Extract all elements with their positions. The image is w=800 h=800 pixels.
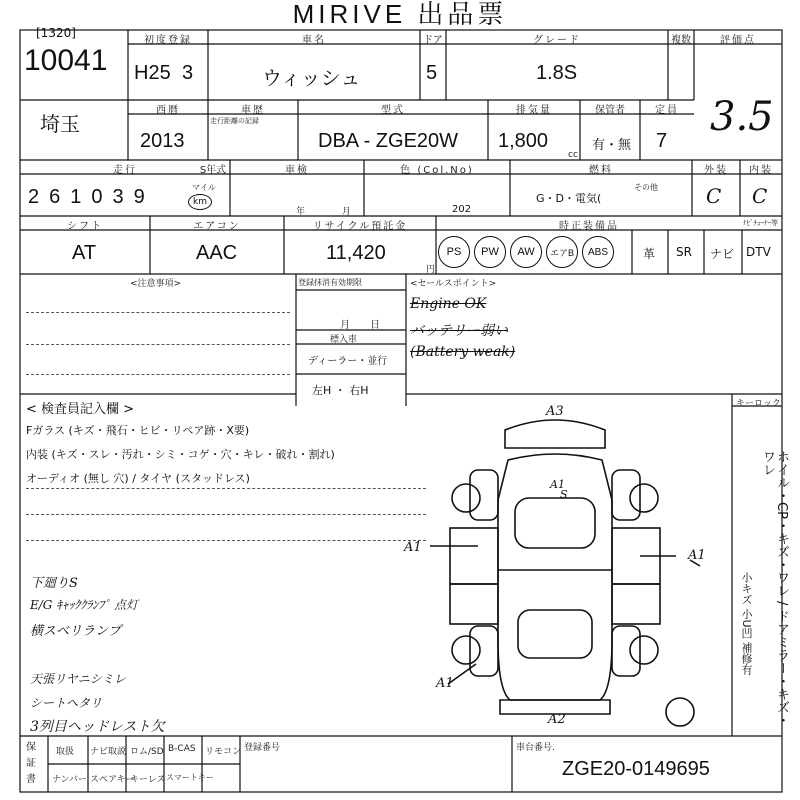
header-nav-tuner: ﾅﾋﾞﾁｭｰﾅｰ等 xyxy=(743,219,778,227)
bottom-label: スペアキー xyxy=(90,775,135,785)
seats: 7 xyxy=(656,130,668,152)
header-recycle: リサイクル預託金 xyxy=(312,221,408,232)
mileage-unit-mile: マイル xyxy=(192,183,216,192)
diagram-mark: A3 xyxy=(546,404,564,419)
warranty-char: 書 xyxy=(26,774,36,785)
hand-note: 下廻りS xyxy=(30,576,78,591)
diagram-mark: A1 xyxy=(404,540,422,555)
header-car-name: 車名 xyxy=(302,35,326,46)
equipment-sunroof: SR xyxy=(676,245,692,259)
yen-unit: 円 xyxy=(426,265,436,275)
equipment-circles xyxy=(438,236,614,268)
color-number: 202 xyxy=(452,204,472,215)
bottom-label: スマートキー xyxy=(166,773,214,782)
bottom-label: ナンバー xyxy=(52,775,87,785)
keylock-label: キーロック xyxy=(736,399,781,409)
diagram-mark: A1 xyxy=(436,676,454,691)
legend-repaired: 補修有 xyxy=(740,642,753,676)
header-first-reg: 初度登録 xyxy=(144,35,192,46)
reg-expiry-header: 登録抹消有効期限 xyxy=(298,278,362,287)
sales-point: バッテリー弱い xyxy=(410,323,508,339)
inspector-header: < 検査員記入欄 > xyxy=(26,402,135,417)
inspector-line: オーディオ (無し 穴) / タイヤ (スタッドレス) xyxy=(26,472,250,485)
equipment-ps: PS xyxy=(438,236,470,268)
air-conditioner: AAC xyxy=(196,242,238,264)
region: 埼玉 xyxy=(40,112,80,136)
grade: 1.8S xyxy=(536,62,578,84)
bottom-label: キーレス xyxy=(130,775,166,785)
header-equipment: 時正装備品 xyxy=(559,221,619,232)
legend-small-dent: 小U凹 xyxy=(740,608,753,639)
form-title: MIRIVE 出品票 xyxy=(292,0,508,29)
key-label: 標入車 xyxy=(330,335,358,345)
mileage-digit: 0 xyxy=(91,186,103,208)
header-western: 西暦 xyxy=(156,105,180,116)
diagram-mark: A2 xyxy=(548,712,566,727)
bottom-label: 取扱 xyxy=(56,747,75,757)
equipment-navi: ナビ xyxy=(710,247,735,261)
header-exterior: 外装 xyxy=(704,165,728,176)
diagram-mark: A1 xyxy=(550,478,565,491)
owner: 有・無 xyxy=(592,138,632,153)
displacement: 1,800 xyxy=(498,130,549,152)
side-legend: ホイル・CP・キズ・ワレ / ドアミラー・キズ・ワレ xyxy=(760,450,789,727)
equipment-pw: PW xyxy=(474,236,506,268)
month: 3 xyxy=(182,62,194,84)
era: H25 xyxy=(134,62,171,84)
header-inspection: 車検 xyxy=(285,165,309,176)
header-mileage: 走行 xyxy=(113,165,137,176)
mileage-digit: 2 xyxy=(28,186,40,208)
bottom-label: ナビ取説 xyxy=(90,747,127,757)
notes-line xyxy=(26,344,290,345)
recycle-fee: 11,420 xyxy=(326,242,386,264)
hand-note: 天張リヤニシミレ xyxy=(30,672,126,686)
equipment-abs: ABS xyxy=(582,236,614,268)
dealer-parallel: ディーラー・並行 xyxy=(308,356,388,367)
lot-number: 10041 xyxy=(24,44,108,77)
exterior-grade: C xyxy=(706,184,722,208)
interior-grade: C xyxy=(752,184,768,208)
inspector-line: Fガラス (キズ・飛石・ヒビ・リペア跡・X要) xyxy=(26,424,250,437)
inspector-rule xyxy=(26,488,426,489)
mileage-unit-km: km xyxy=(188,194,212,210)
inspector-rule xyxy=(26,514,426,515)
reg-number-label: 登録番号 xyxy=(244,743,281,753)
header-s-year: S年式 xyxy=(199,165,227,176)
model: DBA - ZGE20W xyxy=(318,130,459,152)
fuel-type: G・D・電気( xyxy=(536,192,602,205)
warranty-char: 証 xyxy=(26,758,36,769)
doors: 5 xyxy=(426,62,438,84)
chassis-label: 車台番号. xyxy=(516,743,555,753)
inspector-rule xyxy=(26,540,426,541)
header-owner: 保管者 xyxy=(595,105,625,116)
header-interior: 内装 xyxy=(749,165,773,176)
equipment-dtv: DTV xyxy=(746,245,771,259)
header-ac: エアコン xyxy=(193,221,241,232)
mileage-digit: 9 xyxy=(133,186,145,208)
notes-header: <注意事項> xyxy=(130,279,182,289)
header-grade: グレード xyxy=(533,35,581,46)
diagram-mark: S xyxy=(560,488,568,501)
equipment-aw: AW xyxy=(510,236,542,268)
header-shift: シフト xyxy=(67,221,103,232)
mileage-digits xyxy=(28,186,145,209)
header-seats: 定員 xyxy=(655,105,679,116)
hand-note: 横スベリランプ xyxy=(30,624,122,639)
notes-line xyxy=(26,374,290,375)
header-eval-count: 複数 xyxy=(671,35,691,46)
mileage-digit: 3 xyxy=(112,186,124,208)
mileage-digit: 1 xyxy=(70,186,82,208)
hand-note: シートへタリ xyxy=(30,696,103,710)
fuel-other: その他 xyxy=(634,183,658,192)
sales-points-header: <セールスポイント> xyxy=(410,279,497,289)
bottom-label: B-CAS xyxy=(168,744,196,754)
cc-unit: cc xyxy=(568,150,578,160)
header-displacement: 排気量 xyxy=(516,105,552,116)
warranty-char: 保 xyxy=(26,742,36,753)
score-handwritten: 3.5 xyxy=(710,94,774,140)
car-diagram xyxy=(430,420,700,726)
hand-note: E/G ｷｬｯｸｸﾗﾝﾌﾟ 点灯 xyxy=(30,598,139,612)
legend-small-scratch: 小キズ xyxy=(740,572,753,605)
diagram-mark: A1 xyxy=(688,548,706,563)
chassis-number: ZGE20-0149695 xyxy=(562,758,710,780)
hand-note: 3列目ヘッドレスト欠 xyxy=(30,719,165,735)
sales-point: (Battery weak) xyxy=(410,344,516,360)
header-fuel: 燃料 xyxy=(589,165,613,176)
mileage-digit: 6 xyxy=(49,186,61,208)
history-note: 走行距離の記録 xyxy=(210,117,259,125)
header-color: 色 (Col.No) xyxy=(400,165,474,176)
sales-point: Engine OK xyxy=(410,296,487,312)
inspector-line: 内装 (キズ・スレ・汚れ・シミ・コゲ・穴・キレ・破れ・割れ) xyxy=(26,448,335,461)
car-name: ウィッシュ xyxy=(262,68,361,90)
year: 2013 xyxy=(140,130,185,152)
steering-side: 左H ・ 右H xyxy=(312,384,369,397)
header-history: 車歴 xyxy=(241,105,265,116)
header-score: 評価点 xyxy=(720,35,756,46)
shift: AT xyxy=(72,242,97,264)
header-doors: ドア xyxy=(423,35,443,46)
inspection-year: 年 xyxy=(296,207,306,217)
equipment-airbag: エアB xyxy=(546,236,578,268)
side-legend-sub xyxy=(741,572,751,732)
notes-line xyxy=(26,312,290,313)
warranty-side-label xyxy=(26,740,36,788)
inspection-month: 月 xyxy=(342,207,352,217)
header-model: 型式 xyxy=(381,105,405,116)
reg-expiry-date: 月 日 xyxy=(340,320,380,331)
bottom-label: ロム/SD xyxy=(130,747,164,757)
lot-code: [1320] xyxy=(36,26,76,40)
equipment-leather: 革 xyxy=(643,247,656,261)
bottom-label: リモコン xyxy=(205,747,242,757)
